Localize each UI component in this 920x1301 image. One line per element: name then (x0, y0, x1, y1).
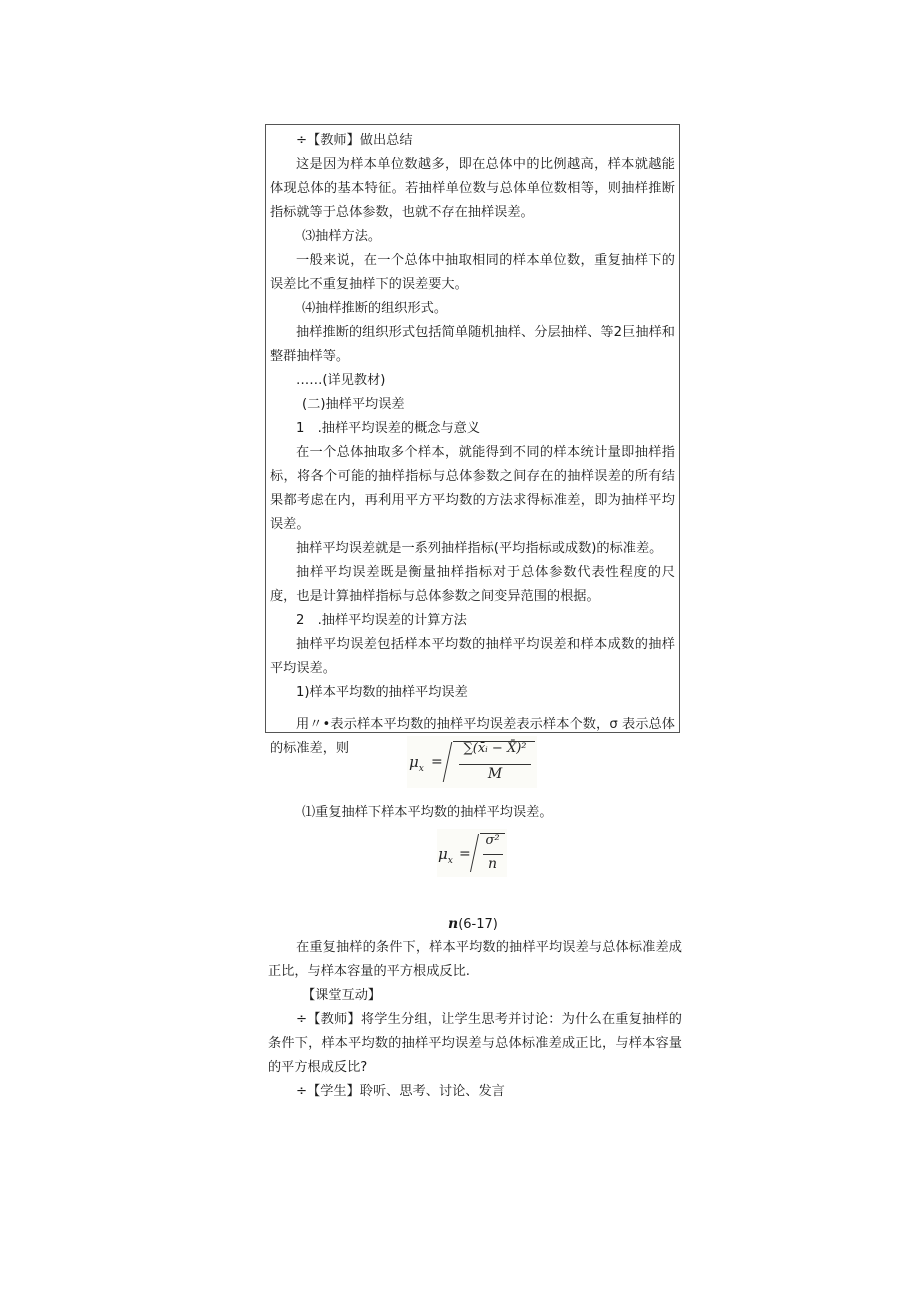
spacer (270, 705, 675, 713)
heading-classroom-interaction: 【课堂互动】 (302, 988, 382, 1003)
formula-sampling-error-general (407, 736, 537, 788)
box-line: (二)抽样平均误差 (302, 397, 405, 412)
equation-number (448, 912, 498, 937)
subheading-repeated-sampling: ⑴重复抽样下样本平均数的抽样平均误差。 (302, 805, 553, 820)
box-line: 抽样平均误差既是衡量抽样指标对于总体参数代表性程度的尺度，也是计算抽样指标与总体参数之间变异范围的根据。 (270, 565, 675, 604)
box-line: 2 .抽样平均误差的计算方法 (296, 613, 467, 628)
paragraph-student-activity: ÷【学生】聆听、思考、讨论、发言 (296, 1084, 505, 1099)
formula-denominator: n (487, 856, 498, 872)
formula-numerator: ∑(x̄ᵢ − X̄)² (463, 741, 527, 756)
box-line: 抽样平均误差包括样本平均数的抽样平均误差和样本成数的抽样平均误差。 (270, 637, 675, 676)
formula-denominator: M (487, 766, 503, 782)
box-line: 在一个总体抽取多个样本，就能得到不同的样本统计量即抽样指标，将各个可能的抽样指标与总体参数之间存在的抽样误差的所有结果都考虑在内，再利用平方平均数的方法求得标准差，即为抽样平均误差。 (270, 445, 675, 532)
box-line: ÷【教师】做出总结 (296, 133, 413, 148)
paragraph-conclusion: 在重复抽样的条件下，样本平均数的抽样平均误差与总体标准差成正比，与样本容量的平方根成反比. (268, 940, 682, 979)
paragraph-teacher-prompt: ÷【教师】将学生分组，让学生思考并讨论：为什么在重复抽样的条件下，样本平均数的抽样平均误差与总体标准差成正比，与样本容量的平方根成反比? (268, 1012, 682, 1075)
box-line: ⑷抽样推断的组织形式。 (302, 301, 448, 316)
box-line: 一般来说，在一个总体中抽取相同的样本单位数，重复抽样下的误差比不重复抽样下的误差要大。 (270, 253, 675, 292)
equation-label: (6-17) (458, 917, 498, 932)
box-line: 抽样平均误差就是一系列抽样指标(平均指标或成数)的标准差。 (296, 541, 663, 556)
fraction-bar (459, 764, 531, 765)
formula-equals: = (459, 846, 471, 862)
formula-equals: = (431, 754, 443, 770)
box-line: 抽样推断的组织形式包括简单随机抽样、分层抽样、等2巨抽样和整群抽样等。 (270, 325, 675, 364)
box-line: 1 .抽样平均误差的概念与意义 (296, 421, 481, 436)
formula-mu: $\mu_x$ (409, 753, 424, 774)
box-line: 这是因为样本单位数越多，即在总体中的比例越高，样本就越能体现总体的基本特征。若抽样单位数与总体单位数相等，则抽样推断指标就等于总体参数，也就不存在抽样误差。 (270, 157, 675, 220)
fraction-bar (483, 854, 503, 855)
formula-repeated-sampling (437, 829, 507, 877)
box-line: 1)样本平均数的抽样平均误差 (296, 685, 468, 700)
formula-numerator: σ² (485, 833, 500, 848)
equation-variable: n (448, 916, 459, 932)
formula-mu: $\mu_x$ (438, 845, 453, 866)
box-line: 用〃•表示样本平均数的抽样平均误差表示样本个数，σ 表示总体的标准差，则 (270, 717, 675, 756)
box-line: ⑶抽样方法。 (302, 229, 382, 244)
box-line: ……(详见教材) (296, 373, 386, 388)
